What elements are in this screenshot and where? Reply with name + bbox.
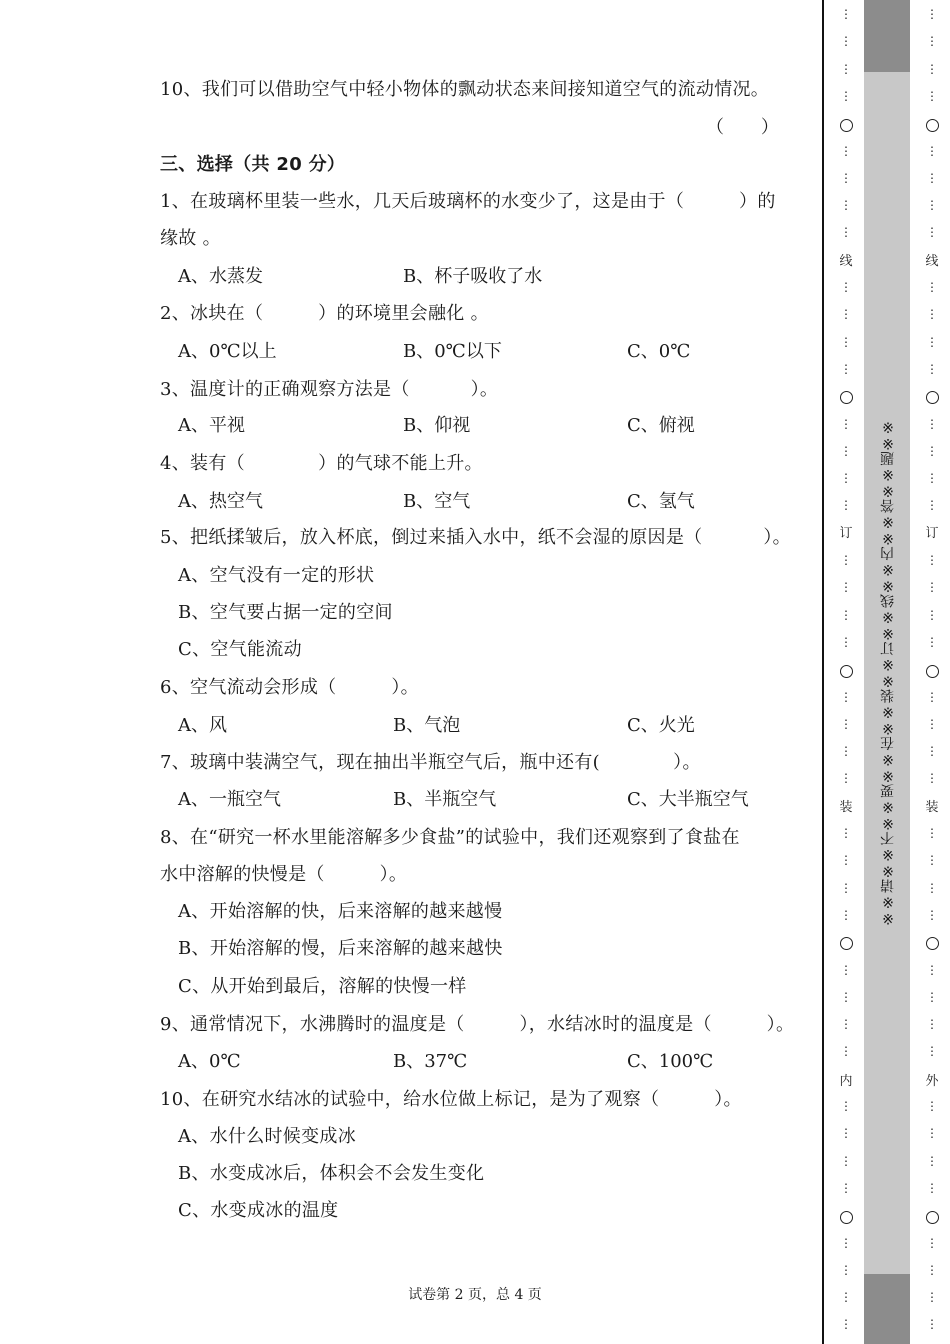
binding-hole-circle [926, 937, 939, 950]
dotted-segment: ⋮ [840, 170, 852, 185]
dotted-segment: ⋮ [840, 989, 852, 1004]
dotted-segment: ⋮ [926, 498, 938, 513]
dotted-segment: ⋮ [926, 280, 938, 294]
question-line: B、开始溶解的慢，后来溶解的越来越快 [178, 938, 503, 959]
dotted-segment: ⋮ [926, 880, 938, 895]
dotted-segment: ⋮ [840, 1044, 852, 1059]
dotted-segment: ⋮ [926, 1235, 938, 1250]
dotted-segment: ⋮ [926, 580, 938, 595]
answer-option: C、俯视 [627, 415, 695, 436]
dotted-segment: ⋮ [840, 471, 852, 486]
section-heading: 三、选择（共 20 分） [160, 154, 346, 175]
question-line: B、空气要占据一定的空间 [178, 602, 393, 623]
dotted-segment: ⋮ [840, 634, 852, 649]
question-line: 8、在“研究一杯水里能溶解多少食盐”的试验中，我们还观察到了食盐在 [160, 827, 740, 848]
answer-option: B、0℃以下 [403, 341, 502, 362]
dotted-segment: ⋮ [840, 771, 852, 786]
question-line: C、水变成冰的温度 [178, 1200, 339, 1221]
dotted-segment: ⋮ [840, 1317, 852, 1332]
dotted-segment: ⋮ [926, 689, 938, 704]
question-line: 3、温度计的正确观察方法是（ ）。 [160, 379, 499, 400]
dotted-segment: ⋮ [840, 716, 852, 731]
dotted-segment: ⋮ [840, 443, 852, 458]
question-line: B、水变成冰后，体积会不会发生变化 [178, 1163, 485, 1184]
dotted-segment: ⋮ [926, 553, 938, 567]
page-footer: 试卷第 2 页，总 4 页 [408, 1287, 542, 1303]
answer-option: C、100℃ [627, 1051, 714, 1072]
binding-hole-circle [926, 665, 939, 678]
dotted-segment: ⋮ [840, 1126, 852, 1141]
question-line: 9、通常情况下，水沸腾时的温度是（ ），水结冰时的温度是（ ）。 [160, 1014, 795, 1035]
dotted-segment: ⋮ [926, 61, 938, 76]
binding-hole-circle [840, 937, 853, 950]
dotted-segment: ⋮ [840, 280, 852, 294]
dotted-segment: ⋮ [926, 1126, 938, 1141]
dotted-segment: ⋮ [840, 607, 852, 622]
answer-option: B、杯子吸收了水 [403, 266, 543, 287]
dotted-segment: ⋮ [926, 88, 938, 103]
dotted-segment: ⋮ [840, 34, 852, 49]
dotted-segment: ⋮ [926, 826, 938, 840]
dotted-segment: ⋮ [926, 1290, 938, 1305]
dotted-segment: ⋮ [926, 1317, 938, 1332]
answer-option: C、0℃ [627, 341, 691, 362]
dotted-segment: ⋮ [840, 143, 852, 158]
dotted-segment: ⋮ [926, 716, 938, 731]
binding-hole-circle [840, 665, 853, 678]
dotted-segment: ⋮ [926, 989, 938, 1004]
answer-option: A、一瓶空气 [178, 789, 281, 810]
question-line: 1、在玻璃杯里装一些水，几天后玻璃杯的水变少了，这是由于（ ）的 [160, 191, 776, 212]
dotted-segment: ⋮ [926, 771, 938, 786]
answer-option: A、热空气 [178, 491, 263, 512]
dotted-segment: ⋮ [840, 689, 852, 704]
question-line: C、从开始到最后，溶解的快慢一样 [178, 976, 467, 997]
dotted-segment: ⋮ [840, 225, 852, 240]
dotted-segment: ⋮ [840, 580, 852, 595]
dotted-segment: ⋮ [840, 361, 852, 376]
margin-border-left [822, 0, 824, 1344]
binding-hole-circle [926, 1211, 939, 1224]
dotted-segment: ⋮ [840, 744, 852, 759]
binding-hole-circle [840, 119, 853, 132]
binding-mark: 装 [836, 801, 856, 815]
dotted-segment: ⋮ [840, 1017, 852, 1032]
dotted-segment: ⋮ [840, 907, 852, 922]
question-line: A、水什么时候变成冰 [178, 1126, 356, 1147]
binding-hole-circle [926, 119, 939, 132]
dotted-segment: ⋮ [840, 962, 852, 977]
dotted-segment: ⋮ [840, 416, 852, 431]
dotted-segment: ⋮ [840, 1153, 852, 1168]
answer-option: B、37℃ [393, 1051, 468, 1072]
binding-mark: 线 [836, 255, 856, 269]
binding-hole-circle [840, 391, 853, 404]
answer-option: A、0℃以上 [178, 341, 277, 362]
question-line: A、空气没有一定的形状 [178, 565, 375, 586]
dotted-segment: ⋮ [926, 962, 938, 977]
question-line: 6、空气流动会形成（ ）。 [160, 677, 419, 698]
dotted-segment: ⋮ [840, 1290, 852, 1305]
question-line: 7、玻璃中装满空气，现在抽出半瓶空气后，瓶中还有( ）。 [160, 752, 701, 773]
binding-mark: 订 [836, 527, 856, 541]
dotted-segment: ⋮ [926, 361, 938, 376]
question-line: 4、装有（ ）的气球不能上升。 [160, 453, 483, 474]
dotted-segment: ⋮ [926, 853, 938, 868]
dotted-segment: ⋮ [840, 553, 852, 567]
dotted-segment: ⋮ [926, 7, 938, 21]
dotted-segment: ⋮ [840, 826, 852, 840]
dotted-segment: ⋮ [840, 1180, 852, 1195]
answer-option: B、气泡 [393, 715, 461, 736]
binding-mark: 外 [922, 1075, 942, 1089]
binding-hole-circle [926, 391, 939, 404]
dotted-segment: ⋮ [840, 198, 852, 213]
answer-option: A、水蒸发 [178, 266, 263, 287]
question-line: 2、冰块在（ ）的环境里会融化 。 [160, 303, 489, 324]
dotted-segment: ⋮ [926, 1017, 938, 1032]
dotted-segment: ⋮ [926, 1044, 938, 1059]
dotted-segment: ⋮ [926, 607, 938, 622]
question-line: C、空气能流动 [178, 639, 302, 660]
binding-notice [868, 404, 908, 940]
band-top-block [864, 0, 910, 72]
dotted-segment: ⋮ [926, 1180, 938, 1195]
answer-option: A、风 [178, 715, 227, 736]
dotted-segment: ⋮ [840, 498, 852, 513]
binding-mark: 装 [922, 801, 942, 815]
dotted-segment: ⋮ [840, 307, 852, 322]
binding-notice-text: ※※请※※不※※要※※在※※装※※订※※线※※内※※答※※题※※ [880, 418, 896, 926]
dotted-segment: ⋮ [840, 853, 852, 868]
dotted-segment: ⋮ [926, 471, 938, 486]
answer-option: B、仰视 [403, 415, 471, 436]
dotted-segment: ⋮ [926, 34, 938, 49]
dotted-segment: ⋮ [840, 1099, 852, 1113]
binding-hole-circle [840, 1211, 853, 1224]
dotted-segment: ⋮ [840, 1235, 852, 1250]
dotted-segment: ⋮ [926, 443, 938, 458]
answer-option: C、火光 [627, 715, 695, 736]
dotted-segment: ⋮ [840, 88, 852, 103]
dotted-segment: ⋮ [840, 7, 852, 21]
answer-option: B、空气 [403, 491, 471, 512]
answer-option: A、0℃ [178, 1051, 241, 1072]
binding-mark: 订 [922, 527, 942, 541]
question-line: 水中溶解的快慢是（ ）。 [160, 864, 408, 885]
band-bottom-block [864, 1274, 910, 1344]
dotted-segment: ⋮ [840, 334, 852, 349]
dotted-segment: ⋮ [926, 334, 938, 349]
dotted-segment: ⋮ [926, 907, 938, 922]
question-line: 10、我们可以借助空气中轻小物体的飘动状态来间接知道空气的流动情况。 [160, 79, 770, 100]
dotted-segment: ⋮ [926, 416, 938, 431]
dotted-segment: ⋮ [840, 880, 852, 895]
dotted-segment: ⋮ [926, 1099, 938, 1113]
question-line: 缘故 。 [160, 228, 221, 249]
dotted-segment: ⋮ [926, 170, 938, 185]
answer-option: B、半瓶空气 [393, 789, 497, 810]
dotted-segment: ⋮ [926, 225, 938, 240]
answer-option: C、大半瓶空气 [627, 789, 749, 810]
dotted-segment: ⋮ [926, 1262, 938, 1277]
dotted-segment: ⋮ [926, 1153, 938, 1168]
question-line: A、开始溶解的快，后来溶解的越来越慢 [178, 901, 503, 922]
answer-option: A、平视 [178, 415, 245, 436]
binding-mark: 线 [922, 255, 942, 269]
dotted-segment: ⋮ [926, 634, 938, 649]
binding-mark: 内 [836, 1075, 856, 1089]
dotted-segment: ⋮ [840, 1262, 852, 1277]
dotted-segment: ⋮ [926, 307, 938, 322]
outer-dotted-line [922, 0, 942, 1344]
question-line: 10、在研究水结冰的试验中，给水位做上标记，是为了观察（ ）。 [160, 1089, 742, 1110]
dotted-segment: ⋮ [840, 61, 852, 76]
dotted-segment: ⋮ [926, 143, 938, 158]
dotted-segment: ⋮ [926, 744, 938, 759]
question-line: 5、把纸揉皱后，放入杯底，倒过来插入水中，纸不会湿的原因是（ ）。 [160, 527, 791, 548]
dotted-segment: ⋮ [926, 198, 938, 213]
inner-dotted-line [836, 0, 856, 1344]
answer-option: C、氢气 [627, 491, 695, 512]
question-line: （ ） [706, 117, 780, 138]
